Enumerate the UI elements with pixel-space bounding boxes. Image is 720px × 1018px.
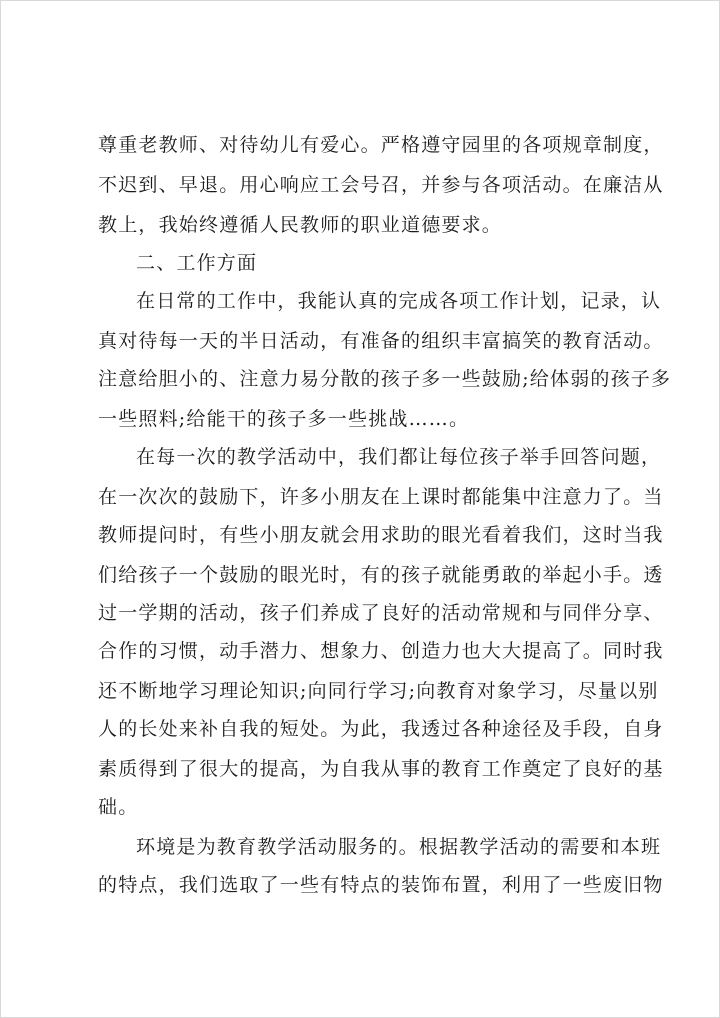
section-heading: 二、工作方面 [136, 252, 258, 274]
text-line: 在一次次的鼓励下，许多小朋友在上课时都能集中注意力了。当 [98, 486, 664, 508]
text-line: 素质得到了很大的提高，为自我从事的教育工作奠定了良好的基 [98, 758, 664, 780]
text-line: 教师提问时，有些小朋友就会用求助的眼光看着我们，这时当我 [98, 524, 664, 546]
text-line: 合作的习惯，动手潜力、想象力、创造力也大大提高了。同时我 [98, 640, 664, 662]
text-line: 一些照料;给能干的孩子多一些挑战……。 [98, 408, 470, 430]
text-line: 还不断地学习理论知识;向同行学习;向教育对象学习，尽量以别 [98, 680, 659, 702]
text-line: 过一学期的活动，孩子们养成了良好的活动常规和与同伴分享、 [98, 602, 664, 624]
text-line: 人的长处来补自我的短处。为此，我透过各种途径及手段，自身 [98, 718, 664, 740]
text-line: 不迟到、早退。用心响应工会号召，并参与各项活动。在廉洁从 [98, 174, 664, 196]
text-line: 础。 [98, 796, 139, 818]
text-line: 们给孩子一个鼓励的眼光时，有的孩子就能勇敢的举起小手。透 [98, 564, 664, 586]
text-line: 在日常的工作中，我能认真的完成各项工作计划，记录，认 [136, 290, 662, 312]
text-line: 的特点，我们选取了一些有特点的装饰布置，利用了一些废旧物 [98, 874, 664, 896]
text-line: 注意给胆小的、注意力易分散的孩子多一些鼓励;给体弱的孩子多 [98, 368, 672, 390]
text-line: 真对待每一天的半日活动，有准备的组织丰富搞笑的教育活动。 [98, 330, 664, 352]
text-line: 环境是为教育教学活动服务的。根据教学活动的需要和本班 [136, 836, 662, 858]
text-line: 在每一次的教学活动中，我们都让每位孩子举手回答问题， [136, 446, 662, 468]
text-line: 尊重老教师、对待幼儿有爱心。严格遵守园里的各项规章制度， [98, 134, 664, 156]
text-line: 教上，我始终遵循人民教师的职业道德要求。 [98, 214, 503, 236]
